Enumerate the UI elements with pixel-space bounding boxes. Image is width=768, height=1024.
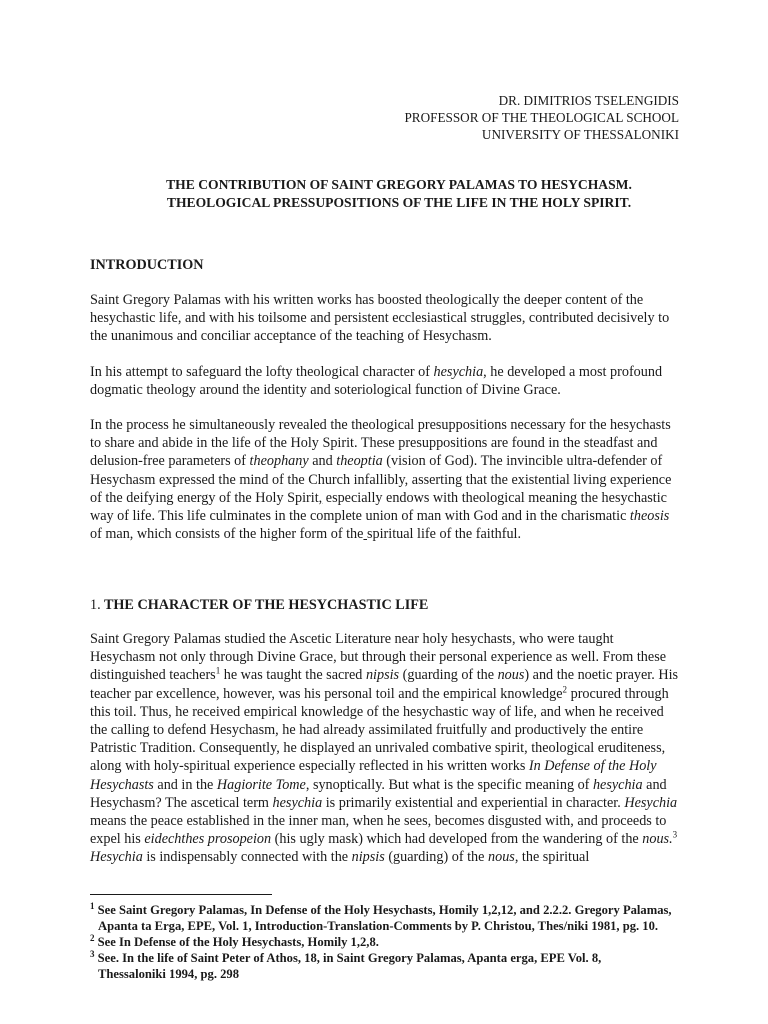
italic-term: nipsis — [351, 849, 385, 866]
intro-paragraph-2 — [90, 363, 680, 399]
document-title — [90, 176, 708, 212]
footnote-text: Apanta ta Erga, EPE, Vol. 1, Introduction-Translation-Comments by P. Christou, Thes/niki 1981, pg. 10. — [98, 919, 659, 934]
text-run: he was taught the sacred — [220, 667, 366, 684]
section-1-paragraph — [90, 630, 680, 867]
italic-term: Hagiorite Tome — [216, 776, 306, 793]
italic-term: theophany — [249, 453, 309, 470]
italic-term: theosis — [629, 508, 670, 525]
section-title: THE CHARACTER OF THE HESYCHASTIC LIFE — [103, 597, 429, 613]
text-run: (his ugly mask) which had developed from the wandering of the — [271, 831, 643, 848]
footnote-text: See Saint Gregory Palamas, In Defense of the Holy Hesychasts, Homily 1,2,12, and 2.2.2. Gregory Palamas, — [94, 903, 672, 917]
text-run: means the peace established in the inner man, when he sees, becomes disgusted with, and proceeds to expel his — [90, 813, 667, 848]
italic-term: nous — [497, 667, 525, 684]
text-run: and in the — [153, 776, 217, 793]
text-run: Saint Gregory Palamas studied the Ascetic Literature near holy hesychasts, who were taught Hesychasm not only through Divine Grace, but through their personal experience as well. From these distinguished teachers — [90, 631, 667, 684]
text-run: In the process he simultaneously revealed the theological presuppositions necessary for the hesychasts to share and abide in the life of the Holy Spirit. These presuppositions are found in the steadfast and delusion-free parameters of — [90, 417, 671, 470]
text-run: spiritual life of the faithful. — [367, 526, 522, 543]
footnote-1 — [90, 902, 690, 934]
text-run: and — [308, 453, 337, 470]
text-run: In his attempt to safeguard the lofty theological character of — [90, 364, 434, 380]
italic-term: nipsis — [365, 667, 400, 684]
intro-paragraph-3 — [90, 416, 680, 543]
text-run: especially endows with theological meaning the hesychastic way of life. This life culminates in the complete union of man with God and in the charismatic — [90, 489, 667, 525]
author-position: PROFESSOR OF THE THEOLOGICAL SCHOOL — [404, 110, 679, 125]
footnote-ref-3: 3 — [672, 829, 678, 840]
intro-paragraph-1: Saint Gregory Palamas with his written works has boosted theologically the deeper content of the hesychastic life, and with his toilsome and persistent ecclesiastical struggles, contributed decisively to the unanimous and conciliar acceptance of the teaching of Hesychasm. — [90, 292, 670, 345]
footnote-number: 3 — [90, 948, 95, 959]
footnote-text: See In Defense of the Holy Hesychasts, Homily 1,2,8. — [94, 935, 379, 949]
text-run: and Hesychasm? The ascetical term — [90, 776, 667, 811]
italic-term: hesychia — [272, 794, 323, 811]
author-university: UNIVERSITY OF THESSALONIKI — [481, 127, 679, 142]
footnote-2 — [90, 934, 690, 950]
italic-term: nous. — [642, 831, 673, 848]
italic-term: hesychia — [592, 776, 643, 793]
footnote-number: 2 — [90, 932, 95, 943]
text-run: , the spiritual — [514, 849, 590, 866]
text-run: (guarding of the — [399, 667, 498, 684]
italic-term: Hesychia — [90, 849, 143, 866]
footnote-text: See. In the life of Saint Peter of Athos, 18, in Saint Gregory Palamas, Apanta erga, EPE Vol. 8, — [94, 951, 602, 965]
footnote-ref-1: 1 — [215, 665, 221, 676]
text-run: , — [318, 489, 323, 506]
title-line-1: THE CONTRIBUTION OF SAINT GREGORY PALAMAS TO HESYCHASM. — [166, 177, 632, 192]
italic-term: theoptia — [336, 453, 383, 470]
section-1-heading — [90, 596, 428, 614]
text-run: , synoptically. But what is the specific meaning of — [305, 776, 593, 793]
section-number: 1. — [90, 597, 101, 613]
text-run: , he developed a most profound dogmatic theology around the identity and soteriological function of Divine Grace. — [90, 364, 663, 399]
author-block — [404, 92, 679, 143]
text-run: is indispensably connected with the — [142, 849, 352, 866]
italic-term: hesychia — [433, 364, 484, 380]
footnote-3 — [90, 950, 690, 982]
footnote-text: Thessaloniki 1994, pg. 298 — [98, 967, 240, 982]
italic-term: eidechthes prosopeion — [144, 831, 272, 848]
footnote-number: 1 — [90, 900, 95, 911]
footnote-divider — [90, 894, 272, 895]
title-line-2: THEOLOGICAL PRESSUPOSITIONS OF THE LIFE IN THE HOLY SPIRIT. — [166, 195, 632, 210]
text-run: (vision of God). The invincible ultra-defender of Hesychasm expressed the mind of the Church infallibly, asserting that the existential living experience of the deifying energy of the Holy Spirit — [90, 453, 672, 506]
text-run: (guarding) of the — [384, 849, 488, 866]
footnote-ref-2: 2 — [562, 683, 568, 694]
text-run: ) and the noetic prayer. His teacher par excellence, however, was his personal toil and the empirical knowledge — [90, 667, 679, 702]
text-run: is primarily existential and experiential in character. — [322, 794, 625, 811]
text-run: procured through this toil. Thus, he received empirical knowledge of the hesychastic way of life, and when he received the calling to defend Hesychasm, he had already assimilated fruitfully and productively the entire Patristic Tradition. Consequently, he displayed an unrivaled combative spirit, theological eruditeness, along with holy-spiritual experience especially reflected in his written works — [90, 685, 669, 775]
author-name: DR. DIMITRIOS TSELENGIDIS — [498, 93, 679, 108]
italic-term: Hesychia — [624, 794, 678, 811]
italic-term: nous — [488, 849, 515, 866]
introduction-heading: INTRODUCTION — [90, 257, 204, 273]
text-run: of man, which consists of the higher form of the — [90, 526, 364, 543]
italic-term: In Defense of the Holy Hesychasts — [90, 758, 657, 793]
